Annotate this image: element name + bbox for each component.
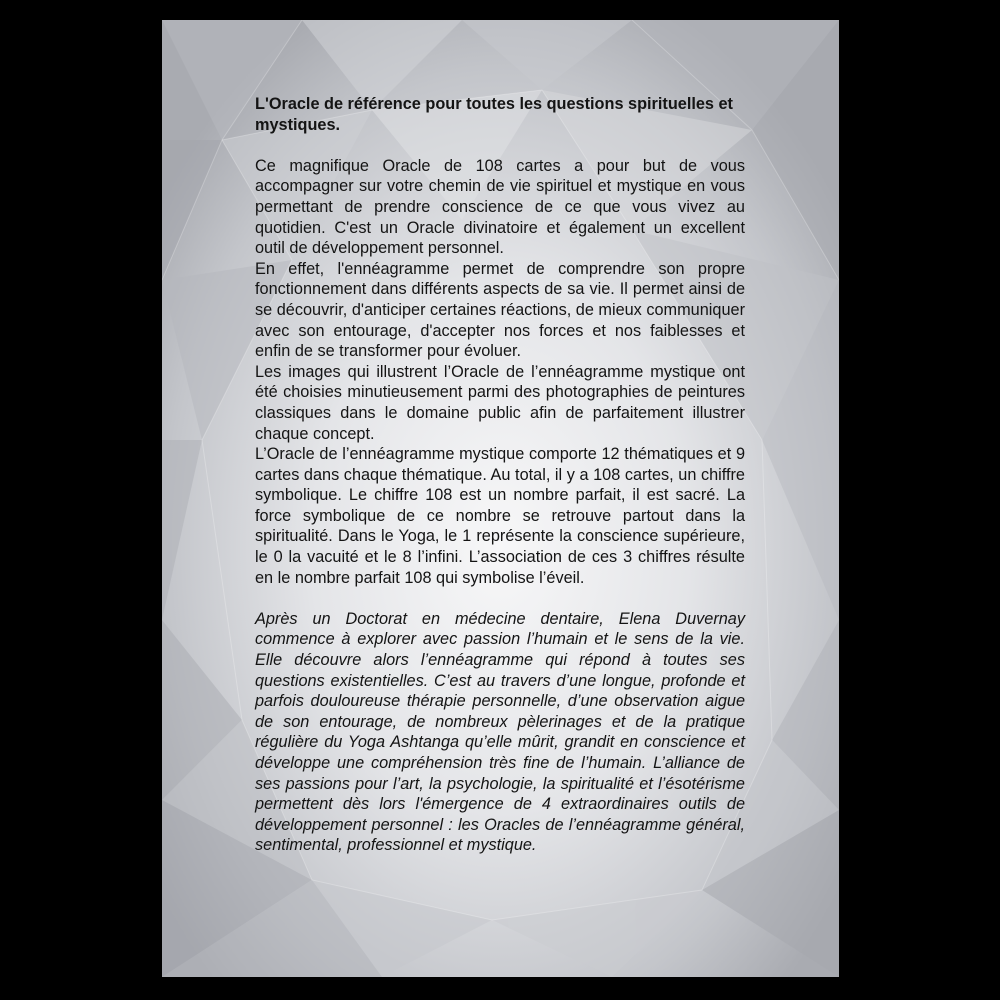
paragraph-intro: Ce magnifique Oracle de 108 cartes a pour but de vous accompagner sur votre chemin de vie spirituel et mystique en vous permettant de prendre conscience de ce que vous vivez au quotidien. C'est un Oracle divinatoire et également un excellent outil de développement personnel. — [255, 156, 745, 258]
cover-text — [255, 94, 745, 856]
spacer — [255, 588, 745, 609]
paragraph-enneagram: En effet, l'ennéagramme permet de comprendre son propre fonctionnement dans différents aspects de sa vie. Il permet ainsi de se découvrir, d'anticiper certaines réactions, de mieux communiquer avec son entourage, d'accepter nos forces et nos faiblesses et enfin de se transformer pour évoluer. — [255, 259, 745, 361]
spacer — [255, 135, 745, 156]
paragraph-images: Les images qui illustrent l’Oracle de l’ennéagramme mystique ont été choisies minutieusement parmi des photographies de peintures classiques dans le domaine public afin de parfaitement illustrer chaque concept. — [255, 362, 745, 443]
author-bio: Après un Doctorat en médecine dentaire, Elena Duvernay commence à explorer avec passion l’humain et le sens de la vie. Elle découvre alors l’ennéagramme qui répond à toutes ses questions existentielles. C’est au travers d’une longue, profonde et parfois douloureuse thérapie personnelle, d’une observation aigue de son entourage, de nombreux pèlerinages et de la pratique régulière du Yoga Ashtanga qu’elle mûrit, grandit en conscience et développe une compréhension très fine de l’humain. L’alliance de ses passions pour l’art, la psychologie, la spiritualité et l’ésotérisme permettent dès lors l'émergence de 4 extraordinaires outils de développement personnel : les Oracles de l’ennéagramme général, sentimental, professionnel et mystique. — [255, 609, 745, 855]
paragraph-108: L’Oracle de l’ennéagramme mystique comporte 12 thématiques et 9 cartes dans chaque thématique. Au total, il y a 108 cartes, un chiffre symbolique. Le chiffre 108 est un nombre parfait, il est sacré. La force symbolique de ce nombre se retrouve partout dans la spiritualité. Dans le Yoga, le 1 représente la conscience supérieure, le 0 la vacuité et le 8 l’infini. L’association de ces 3 chiffres résulte en le nombre parfait 108 qui symbolise l’éveil. — [255, 445, 745, 587]
document-title: L'Oracle de référence pour toutes les questions spirituelles et mystiques. — [255, 95, 733, 134]
book-back-cover — [162, 20, 839, 977]
